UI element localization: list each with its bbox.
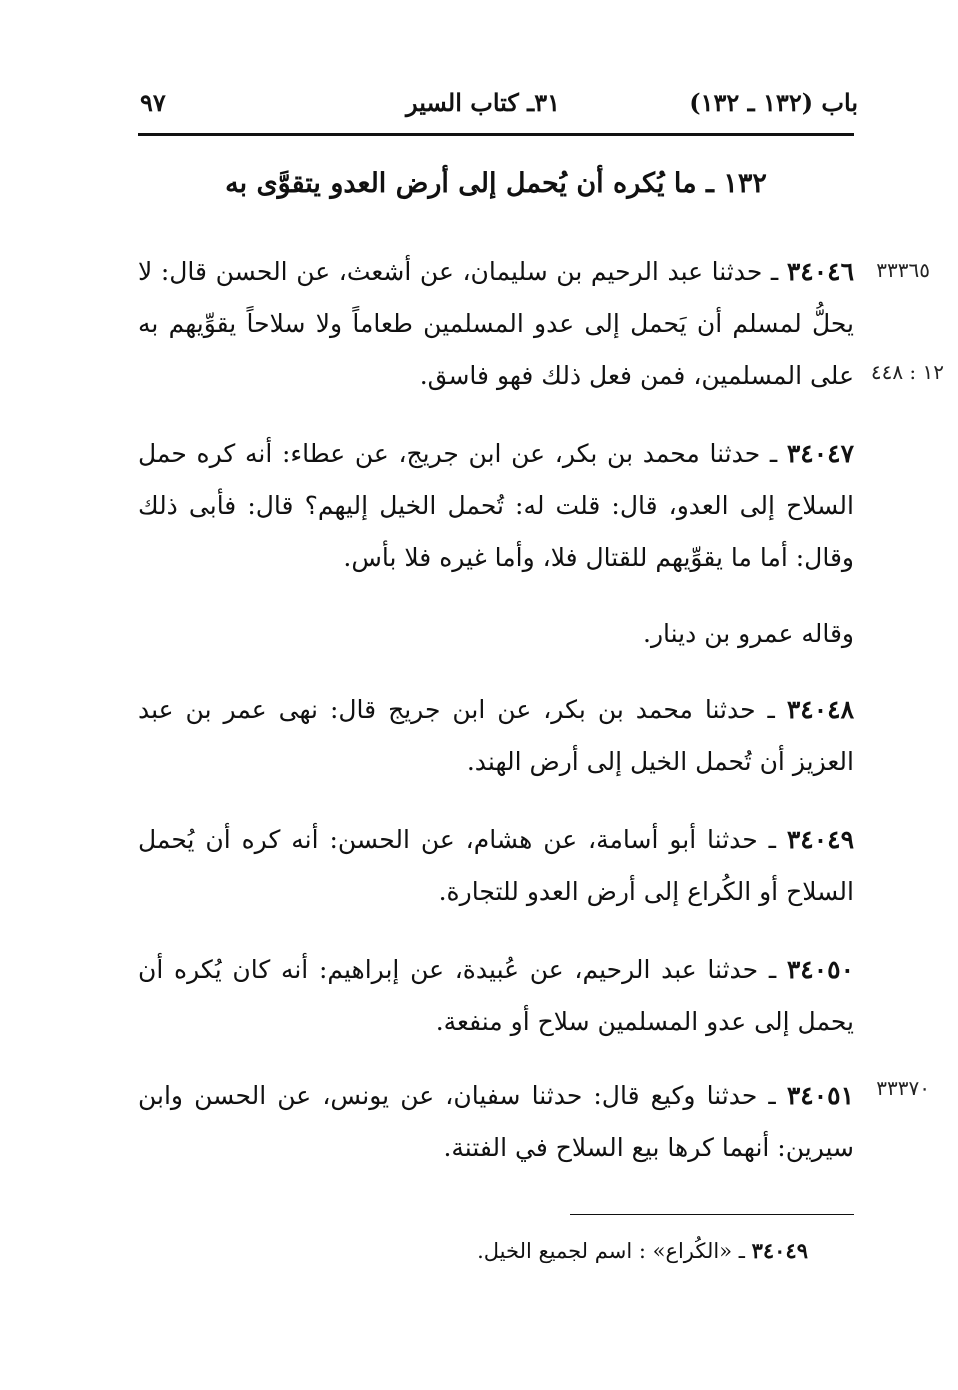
entry-number: ٣٤٠٤٦ — [786, 257, 854, 286]
page-number: ٩٧ — [140, 88, 166, 117]
entry-text: ـ حدثنا عبد الرحيم بن سليمان، عن أشعث، عن الحسن قال: لا يحلُّ لمسلم أن يَحمل إلى عدو المسلمين طعاماً ولا سلاحاً يقوِّيهم به على المسلمين، فمن فعل ذلك فهو فاسق. — [138, 257, 854, 390]
entry-number: ٣٤٠٤٩ — [786, 825, 854, 854]
entry-text: وقاله عمرو بن دينار. — [643, 619, 854, 648]
footnote-text: ـ «الكُراع» : اسم لجميع الخيل. — [477, 1239, 745, 1263]
hadith-entry — [138, 944, 854, 1048]
book-title: ٣١ـ كتاب السير — [406, 88, 560, 117]
footnote — [138, 1238, 808, 1263]
entry-number: ٣٤٠٥١ — [786, 1081, 854, 1110]
margin-note: ٣٣٣٧٠ — [876, 1076, 930, 1100]
hadith-entry — [138, 608, 854, 660]
entry-text: ـ حدثنا عبد الرحيم، عن عُبيدة، عن إبراهيم: أنه كان يُكره أن يحمل إلى عدو المسلمين سلاح أو منفعة. — [138, 955, 854, 1036]
hadith-entry — [138, 246, 854, 402]
hadith-entry — [138, 428, 854, 584]
entry-text: ـ حدثنا محمد بن بكر، عن ابن جريج، عن عطاء: أنه كره حمل السلاح إلى العدو، قال: قلت له: تُحمل الخيل إليهم؟ قال: فأبى ذلك وقال: أما ما يقوِّيهم للقتال فلا، وأما غيره فلا بأس. — [138, 439, 854, 572]
entry-text: ـ حدثنا أبو أسامة، عن هشام، عن الحسن: أنه كره أن يُحمل السلاح أو الكُراع إلى أرض العدو للتجارة. — [138, 825, 854, 906]
margin-note: ١٢ : ٤٤٨ — [870, 360, 944, 384]
hadith-entry — [138, 1070, 854, 1174]
footnote-number: ٣٤٠٤٩ — [751, 1238, 808, 1263]
hadith-entry — [138, 684, 854, 788]
entry-text: ـ حدثنا وكيع قال: حدثنا سفيان، عن يونس، عن الحسن وابن سيرين: أنهما كرها بيع السلاح في الفتنة. — [138, 1081, 854, 1162]
footnote-rule — [570, 1214, 854, 1215]
entry-number: ٣٤٠٤٨ — [786, 695, 854, 724]
chapter-range: باب (١٣٢ ـ ١٣٢) — [689, 88, 858, 117]
margin-note: ٣٣٣٦٥ — [876, 258, 930, 282]
header-rule — [138, 133, 854, 136]
chapter-title: ١٣٢ ـ ما يُكره أن يُحمل إلى أرض العدو يتقوَّى به — [225, 168, 767, 199]
entry-text: ـ حدثنا محمد بن بكر، عن ابن جريج قال: نهى عمر بن عبد العزيز أن تُحمل الخيل إلى أرض الهند. — [138, 695, 854, 776]
hadith-entry — [138, 814, 854, 918]
entry-number: ٣٤٠٥٠ — [786, 955, 854, 984]
entry-number: ٣٤٠٤٧ — [786, 439, 854, 468]
